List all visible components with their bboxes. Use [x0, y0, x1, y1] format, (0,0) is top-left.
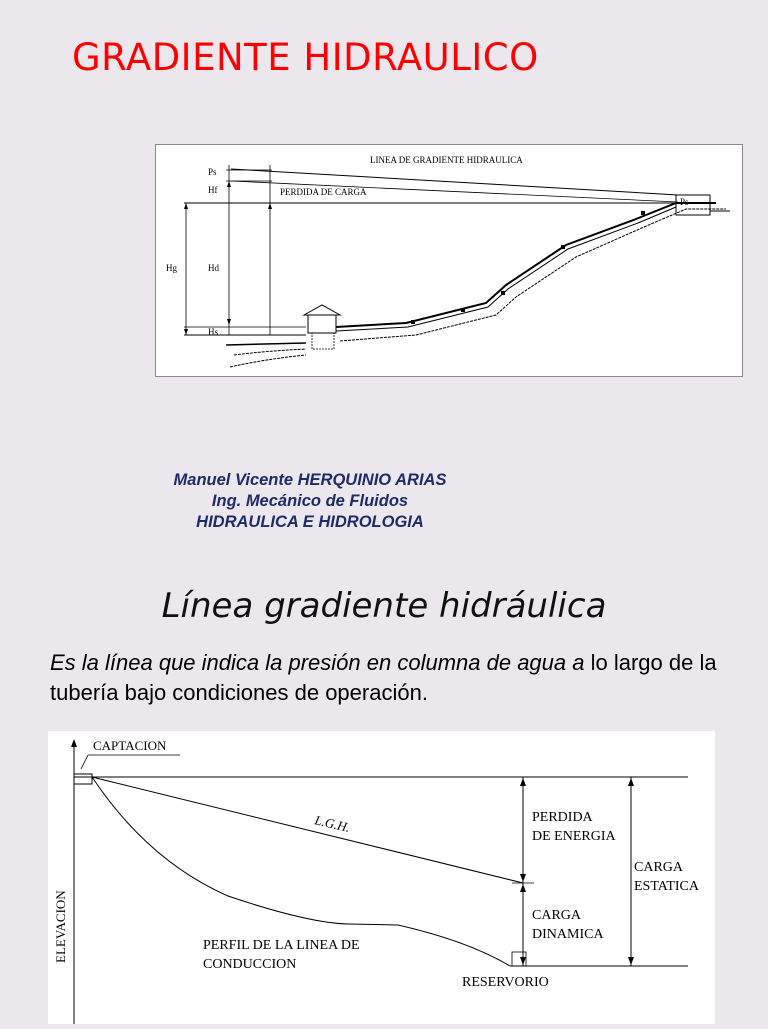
slide-title: GRADIENTE HIDRAULICO — [72, 36, 539, 79]
energy-loss-label-1: PERDIDA — [532, 810, 593, 825]
author-name: Manuel Vicente HERQUINIO ARIAS — [173, 471, 447, 489]
static-head-label-2: ESTATICA — [634, 879, 699, 894]
dynamic-head-label-1: CARGA — [532, 908, 582, 923]
lgh-label: L.G.H. — [313, 812, 352, 835]
pumping-gradient-diagram — [155, 144, 743, 377]
reservoir-label: RESERVORIO — [462, 975, 549, 990]
head-loss-label: PERDIDA DE CARGA — [280, 187, 367, 197]
elevation-label: ELEVACION — [53, 890, 68, 963]
author-course: HIDRAULICA E HIDROLOGIA — [196, 513, 424, 531]
hd-label: Hd — [208, 263, 219, 273]
static-head-label-1: CARGA — [634, 860, 684, 875]
profile-label-2: CONDUCCION — [203, 957, 297, 972]
dynamic-head-label-2: DINAMICA — [532, 927, 604, 942]
definition-paragraph — [50, 648, 740, 708]
gravity-gradient-diagram — [48, 731, 715, 1024]
definition-rest: lo largo de la tubería bajo condiciones de operación. — [50, 650, 717, 705]
intake-structure — [74, 774, 92, 784]
hs-label: Hs — [208, 327, 219, 337]
author-profession: Ing. Mecánico de Fluidos — [211, 492, 409, 510]
captacion-label: CAPTACION — [93, 738, 167, 753]
discharge-pipe — [336, 203, 716, 327]
gradient-line-label: LINEA DE GRADIENTE HIDRAULICA — [370, 155, 523, 165]
lgh-line — [92, 777, 523, 883]
ps-right-label: Ps — [680, 197, 689, 207]
profile-label-1: PERFIL DE LA LINEA DE — [203, 938, 360, 953]
definition-lead: Es la línea que indica la presión en columna de agua a — [50, 650, 585, 675]
ps-left-label: Ps — [208, 167, 217, 177]
section-title: Línea gradiente hidráulica — [161, 586, 607, 626]
energy-loss-label-2: DE ENERGIA — [532, 829, 616, 844]
pump-house — [308, 315, 336, 333]
hf-label: Hf — [208, 185, 218, 195]
author-block — [140, 470, 480, 533]
hg-label: Hg — [166, 263, 177, 273]
